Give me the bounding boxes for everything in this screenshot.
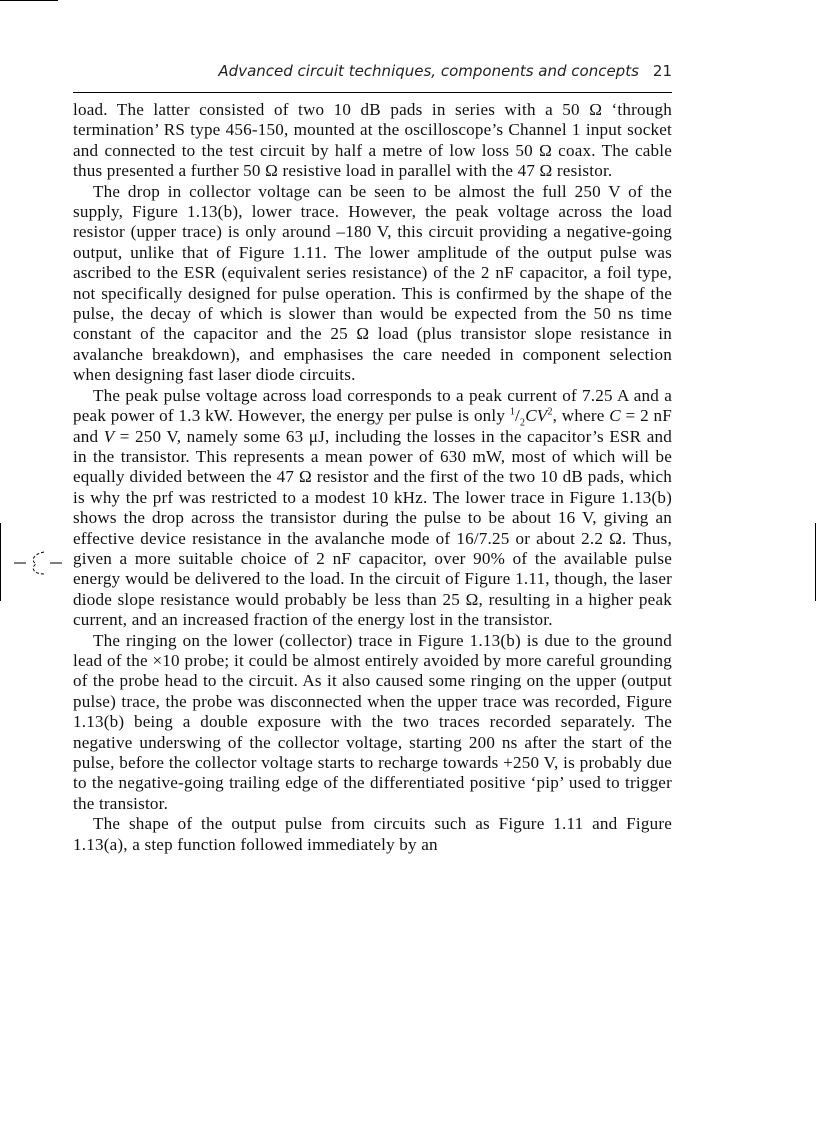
formula-cv: CV [525, 406, 548, 426]
header-rule [73, 92, 672, 93]
var-c: C [609, 406, 621, 426]
formula-exponent: 2 [547, 406, 553, 418]
paragraph-4: The ringing on the lower (collector) trace in Figure 1.13(b) is due to the ground lead of the ×10 probe; it could be almost entirely avoided by more careful grounding of the probe head to the circuit. As it also caused some ringing on the upper (output pulse) trace, the probe was disconnected when the upper trace was recorded, Figure 1.13(b) being a double exposure with the two traces recorded separately. The negative underswing of the collector voltage, starting 200 ns after the start of the pulse, before the collector voltage starts to recharge towards +250 V, is probably due to the negative-going trailing edge of the differentiated positive ‘pip’ used to trigger the transistor. [73, 630, 672, 813]
running-title: Advanced circuit techniques, components and concepts [218, 62, 639, 80]
paragraph-3-part-b: , where [552, 406, 605, 426]
page-number: 21 [652, 62, 672, 80]
paragraph-3 [73, 386, 672, 631]
running-header [73, 62, 672, 86]
margin-mark-left [0, 523, 1, 601]
paragraph-5: The shape of the output pulse from circuits such as Figure 1.11 and Figure 1.13(a), a step function followed immediately by an [73, 814, 672, 854]
paragraph-1: load. The latter consisted of two 10 dB pads in series with a 50 Ω ‘through termination’ RS type 456-150, mounted at the oscilloscope’s Channel 1 input socket and connected to the test circuit by half a metre of low loss 50 Ω coax. The cable thus presented a further 50 Ω resistive load in parallel with the 47 Ω resistor. [73, 100, 672, 181]
paragraph-3-part-a: The peak pulse voltage across load corresponds to a peak current of 7.25 A and a peak power of 1.3 kW. However, the energy per pulse is only [73, 385, 672, 426]
var-v: V [103, 426, 115, 446]
registration-mark-icon [14, 548, 62, 578]
paragraph-3-part-c: = 2 nF and [73, 406, 672, 446]
paragraph-3-part-d: = 250 V, namely some 63 μJ, including the losses in the capacitor’s ESR and in the transistor. This represents a mean power of 630 mW, most of which will be equally divided between the 47 Ω resistor and the first of the two 10 dB pads, which is why the prf was restricted to a modest 10 kHz. The lower trace in Figure 1.13(b) shows the drop across the transistor during the pulse to be about 16 V, giving an effective device resistance in the avalanche mode of 16/7.25 or about 2.2 Ω. Thus, given a more suitable choice of 2 nF capacitor, over 90% of the available pulse energy would be delivered to the load. In the circuit of Figure 1.11, though, the laser diode slope resistance would probably be less than 25 Ω, resulting in a higher peak current, and an increased fraction of the energy lost in the transistor. [73, 426, 672, 630]
fraction-half: $^1/_2$ [509, 406, 526, 429]
crop-mark-top [0, 0, 58, 1]
paragraph-2: The drop in collector voltage can be seen to be almost the full 250 V of the supply, Figure 1.13(b), lower trace. However, the peak voltage across the load resistor (upper trace) is only around –180 V, this circuit providing a negative-going output, unlike that of Figure 1.11. The lower amplitude of the output pulse was ascribed to the ESR (equivalent series resistance) of the 2 nF capacitor, a foil type, not specifically designed for pulse operation. This is confirmed by the shape of the pulse, the decay of which is slower than would be expected from the 50 ns time constant of the capacitor and the 25 Ω load (plus transistor slope resistance in avalanche breakdown), and emphasises the care needed in component selection when designing fast laser diode circuits. [73, 181, 672, 385]
body-text [73, 100, 672, 855]
